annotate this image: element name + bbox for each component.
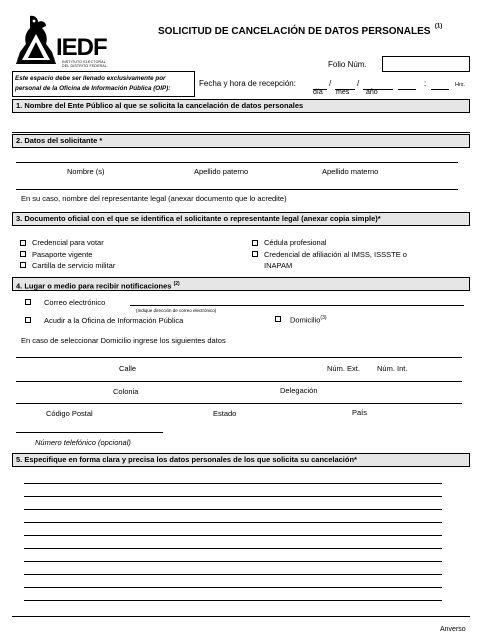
- section-5-header: 5. Especifique en forma clara y precisa los datos personales de los que solicita su cancelación*: [12, 453, 470, 467]
- representative-line[interactable]: [16, 189, 458, 190]
- applicant-name-line[interactable]: [16, 162, 458, 163]
- year-label: año: [366, 89, 378, 96]
- logo-subtitle-1: INSTITUTO ELECTORAL: [62, 60, 106, 64]
- option-cedula: Cédula profesional: [264, 238, 327, 247]
- section-3-title: 3. Documento oficial con el que se identifica el solicitante o representante legal (anexar copia simple)*: [16, 214, 381, 223]
- pais-label: País: [352, 408, 368, 417]
- page-title-note: (1): [434, 23, 443, 30]
- cancellation-line[interactable]: [24, 561, 442, 562]
- maternal-label: Apellido materno: [322, 167, 379, 176]
- oip-notice-line2: personal de la Oficina de Información Pública (OIP):: [15, 85, 171, 92]
- checkbox-pasaporte[interactable]: [20, 251, 26, 257]
- paternal-label: Apellido paterno: [194, 167, 249, 176]
- cancellation-line[interactable]: [24, 496, 442, 497]
- postal-line[interactable]: [16, 403, 462, 404]
- cancellation-line[interactable]: [24, 535, 442, 536]
- section-2-header: 2. Datos del solicitante *: [12, 134, 470, 148]
- date-sep-2: /: [357, 79, 360, 88]
- checkbox-imss[interactable]: [252, 251, 258, 257]
- postal-label: Código Postal: [46, 409, 93, 418]
- street-line[interactable]: [16, 357, 462, 358]
- option-email: Correo electrónico: [44, 298, 106, 307]
- delegacion-label: Delegación: [280, 386, 318, 395]
- option-domicilio: [290, 315, 327, 325]
- option-credencial: Credencial para votar: [32, 238, 104, 247]
- option-cartilla: Cartilla de servicio militar: [32, 261, 116, 270]
- section-3-header: [12, 212, 470, 226]
- form-bottom-border: [12, 616, 470, 617]
- estado-label: Estado: [213, 409, 237, 418]
- checkbox-cedula[interactable]: [252, 240, 258, 246]
- domicilio-instruction: En caso de seleccionar Domicilio ingrese los siguientes datos: [21, 336, 226, 345]
- representative-label: En su caso, nombre del representante legal (anexar documento que lo acredite): [21, 194, 287, 203]
- email-hint: (Indique dirección de correo electrónico): [136, 308, 217, 313]
- domicilio-note: (3): [320, 315, 327, 321]
- cancellation-line[interactable]: [24, 509, 442, 510]
- colonia-line[interactable]: [16, 381, 462, 382]
- month-label: mes: [336, 89, 350, 96]
- eagle-emblem-icon: [12, 14, 60, 66]
- email-field[interactable]: [130, 305, 464, 306]
- int-label: Núm. Int.: [377, 364, 408, 373]
- domicilio-label: Domicilio: [290, 315, 321, 325]
- option-imss-line2: INAPAM: [264, 261, 293, 270]
- reception-label: Fecha y hora de recepción:: [199, 79, 296, 88]
- logo-subtitle-2: DEL DISTRITO FEDERAL: [62, 64, 108, 68]
- name-label: Nombre (s): [67, 167, 105, 176]
- minute-field[interactable]: [431, 89, 449, 90]
- page-side-label: Anverso: [440, 626, 466, 633]
- option-pasaporte: Pasaporte vigente: [32, 250, 93, 259]
- cancellation-line[interactable]: [24, 600, 442, 601]
- ext-label: Núm. Ext.: [327, 364, 360, 373]
- iedf-logo: [12, 12, 112, 68]
- section-4-note: (2): [173, 281, 180, 287]
- cancellation-line[interactable]: [24, 522, 442, 523]
- page-title: [158, 21, 442, 39]
- cancellation-line[interactable]: [24, 574, 442, 575]
- option-imss-line1: Credencial de afiliación al IMSS, ISSSTE o: [264, 250, 407, 259]
- oip-notice-line1: Este espacio debe ser llenado exclusivamente por: [15, 75, 166, 82]
- option-oip: Acudir a la Oficina de Información Pública: [44, 316, 184, 325]
- hrs-label: Hrs.: [455, 82, 466, 88]
- phone-label: Número telefónico (opcional): [35, 438, 131, 447]
- checkbox-cartilla[interactable]: [20, 262, 26, 268]
- logo-text: IEDF: [56, 34, 107, 61]
- hour-field[interactable]: [398, 89, 416, 90]
- date-sep-1: /: [329, 79, 332, 88]
- folio-field[interactable]: [382, 56, 470, 72]
- day-label: día: [313, 89, 323, 96]
- checkbox-oip[interactable]: [25, 317, 31, 323]
- page-title-text: SOLICITUD DE CANCELACIÓN DE DATOS PERSONALES: [158, 26, 431, 37]
- time-sep: :: [424, 79, 427, 88]
- checkbox-domicilio[interactable]: [275, 316, 281, 322]
- checkbox-email[interactable]: [25, 299, 31, 305]
- cancellation-line[interactable]: [24, 587, 442, 588]
- folio-label: Folio Núm.: [328, 60, 367, 69]
- colonia-label: Colonia: [113, 387, 139, 396]
- phone-line[interactable]: [16, 432, 163, 433]
- checkbox-credencial[interactable]: [20, 240, 26, 246]
- cancellation-line[interactable]: [24, 548, 442, 549]
- street-label: Calle: [119, 364, 137, 373]
- section-4-header: [12, 277, 470, 291]
- section-1-divider: [12, 132, 470, 133]
- section-1-header: 1. Nombre del Ente Público al que se solicita la cancelación de datos personales: [12, 99, 470, 113]
- section-4-title: 4. Lugar o medio para recibir notificaciones: [16, 281, 172, 291]
- cancellation-line[interactable]: [24, 483, 442, 484]
